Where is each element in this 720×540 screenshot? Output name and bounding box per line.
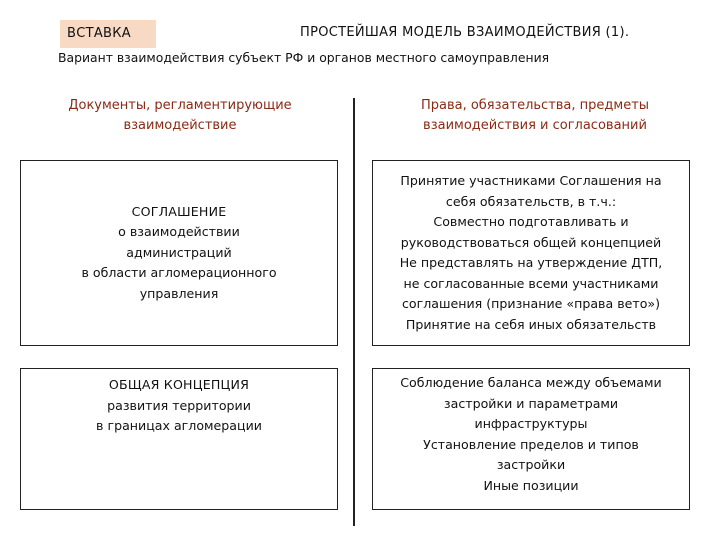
concept-obligation-line: Установление пределов и типов — [423, 436, 639, 452]
concept-obligation-line: Соблюдение баланса между объемами — [400, 375, 662, 390]
page-subtitle: Вариант взаимодействия субъект РФ и органов местного самоуправления — [58, 50, 550, 65]
concept-box — [20, 368, 338, 510]
obligation-line: не согласованные всеми участниками — [403, 275, 659, 291]
concept-obligation-line: Иные позиции — [483, 477, 579, 493]
concept-obligation-line: застройки — [496, 457, 566, 472]
agreement-line: администраций — [126, 244, 232, 260]
obligation-line: себя обязательств, в т.ч.: — [445, 193, 617, 209]
left-heading-line: взаимодействие — [123, 118, 237, 133]
left-column-heading — [30, 96, 330, 136]
obligation-line: Совместно подготавливать и — [433, 214, 629, 229]
left-heading-line: Документы, регламентирующие — [68, 98, 292, 113]
agreement-box — [20, 160, 338, 346]
agreement-line: управления — [139, 285, 219, 301]
concept-obligation-line: инфраструктуры — [474, 416, 588, 431]
obligation-line: Не представлять на утверждение ДТП, — [399, 255, 663, 270]
page-title: ПРОСТЕЙШАЯ МОДЕЛЬ ВЗАИМОДЕЙСТВИЯ (1). — [300, 25, 630, 40]
concept-line: ОБЩАЯ КОНЦЕПЦИЯ — [108, 377, 250, 392]
concept-obligations-box — [372, 368, 690, 510]
concept-line: развития территории — [107, 397, 251, 413]
right-heading-line: Права, обязательства, предметы — [420, 98, 650, 113]
column-divider — [353, 98, 355, 526]
agreement-line: СОГЛАШЕНИЕ — [131, 203, 227, 219]
concept-obligation-line: застройки и параметрами — [443, 395, 619, 411]
right-heading-line: взаимодействия и согласований — [423, 118, 647, 133]
obligation-line: Принятие на себя иных обязательств — [405, 316, 657, 332]
obligation-line: Принятие участниками Соглашения на — [400, 173, 662, 188]
insert-tag: ВСТАВКА — [60, 20, 156, 48]
agreement-line: о взаимодействии — [118, 224, 240, 240]
obligation-line: соглашения (признание «права вето») — [401, 296, 661, 311]
agreement-obligations-box — [372, 160, 690, 346]
agreement-line: в области агломерационного — [81, 265, 277, 281]
concept-line: в границах агломерации — [96, 418, 262, 433]
right-column-heading — [380, 96, 690, 136]
obligation-line: руководствоваться общей концепцией — [400, 234, 662, 250]
